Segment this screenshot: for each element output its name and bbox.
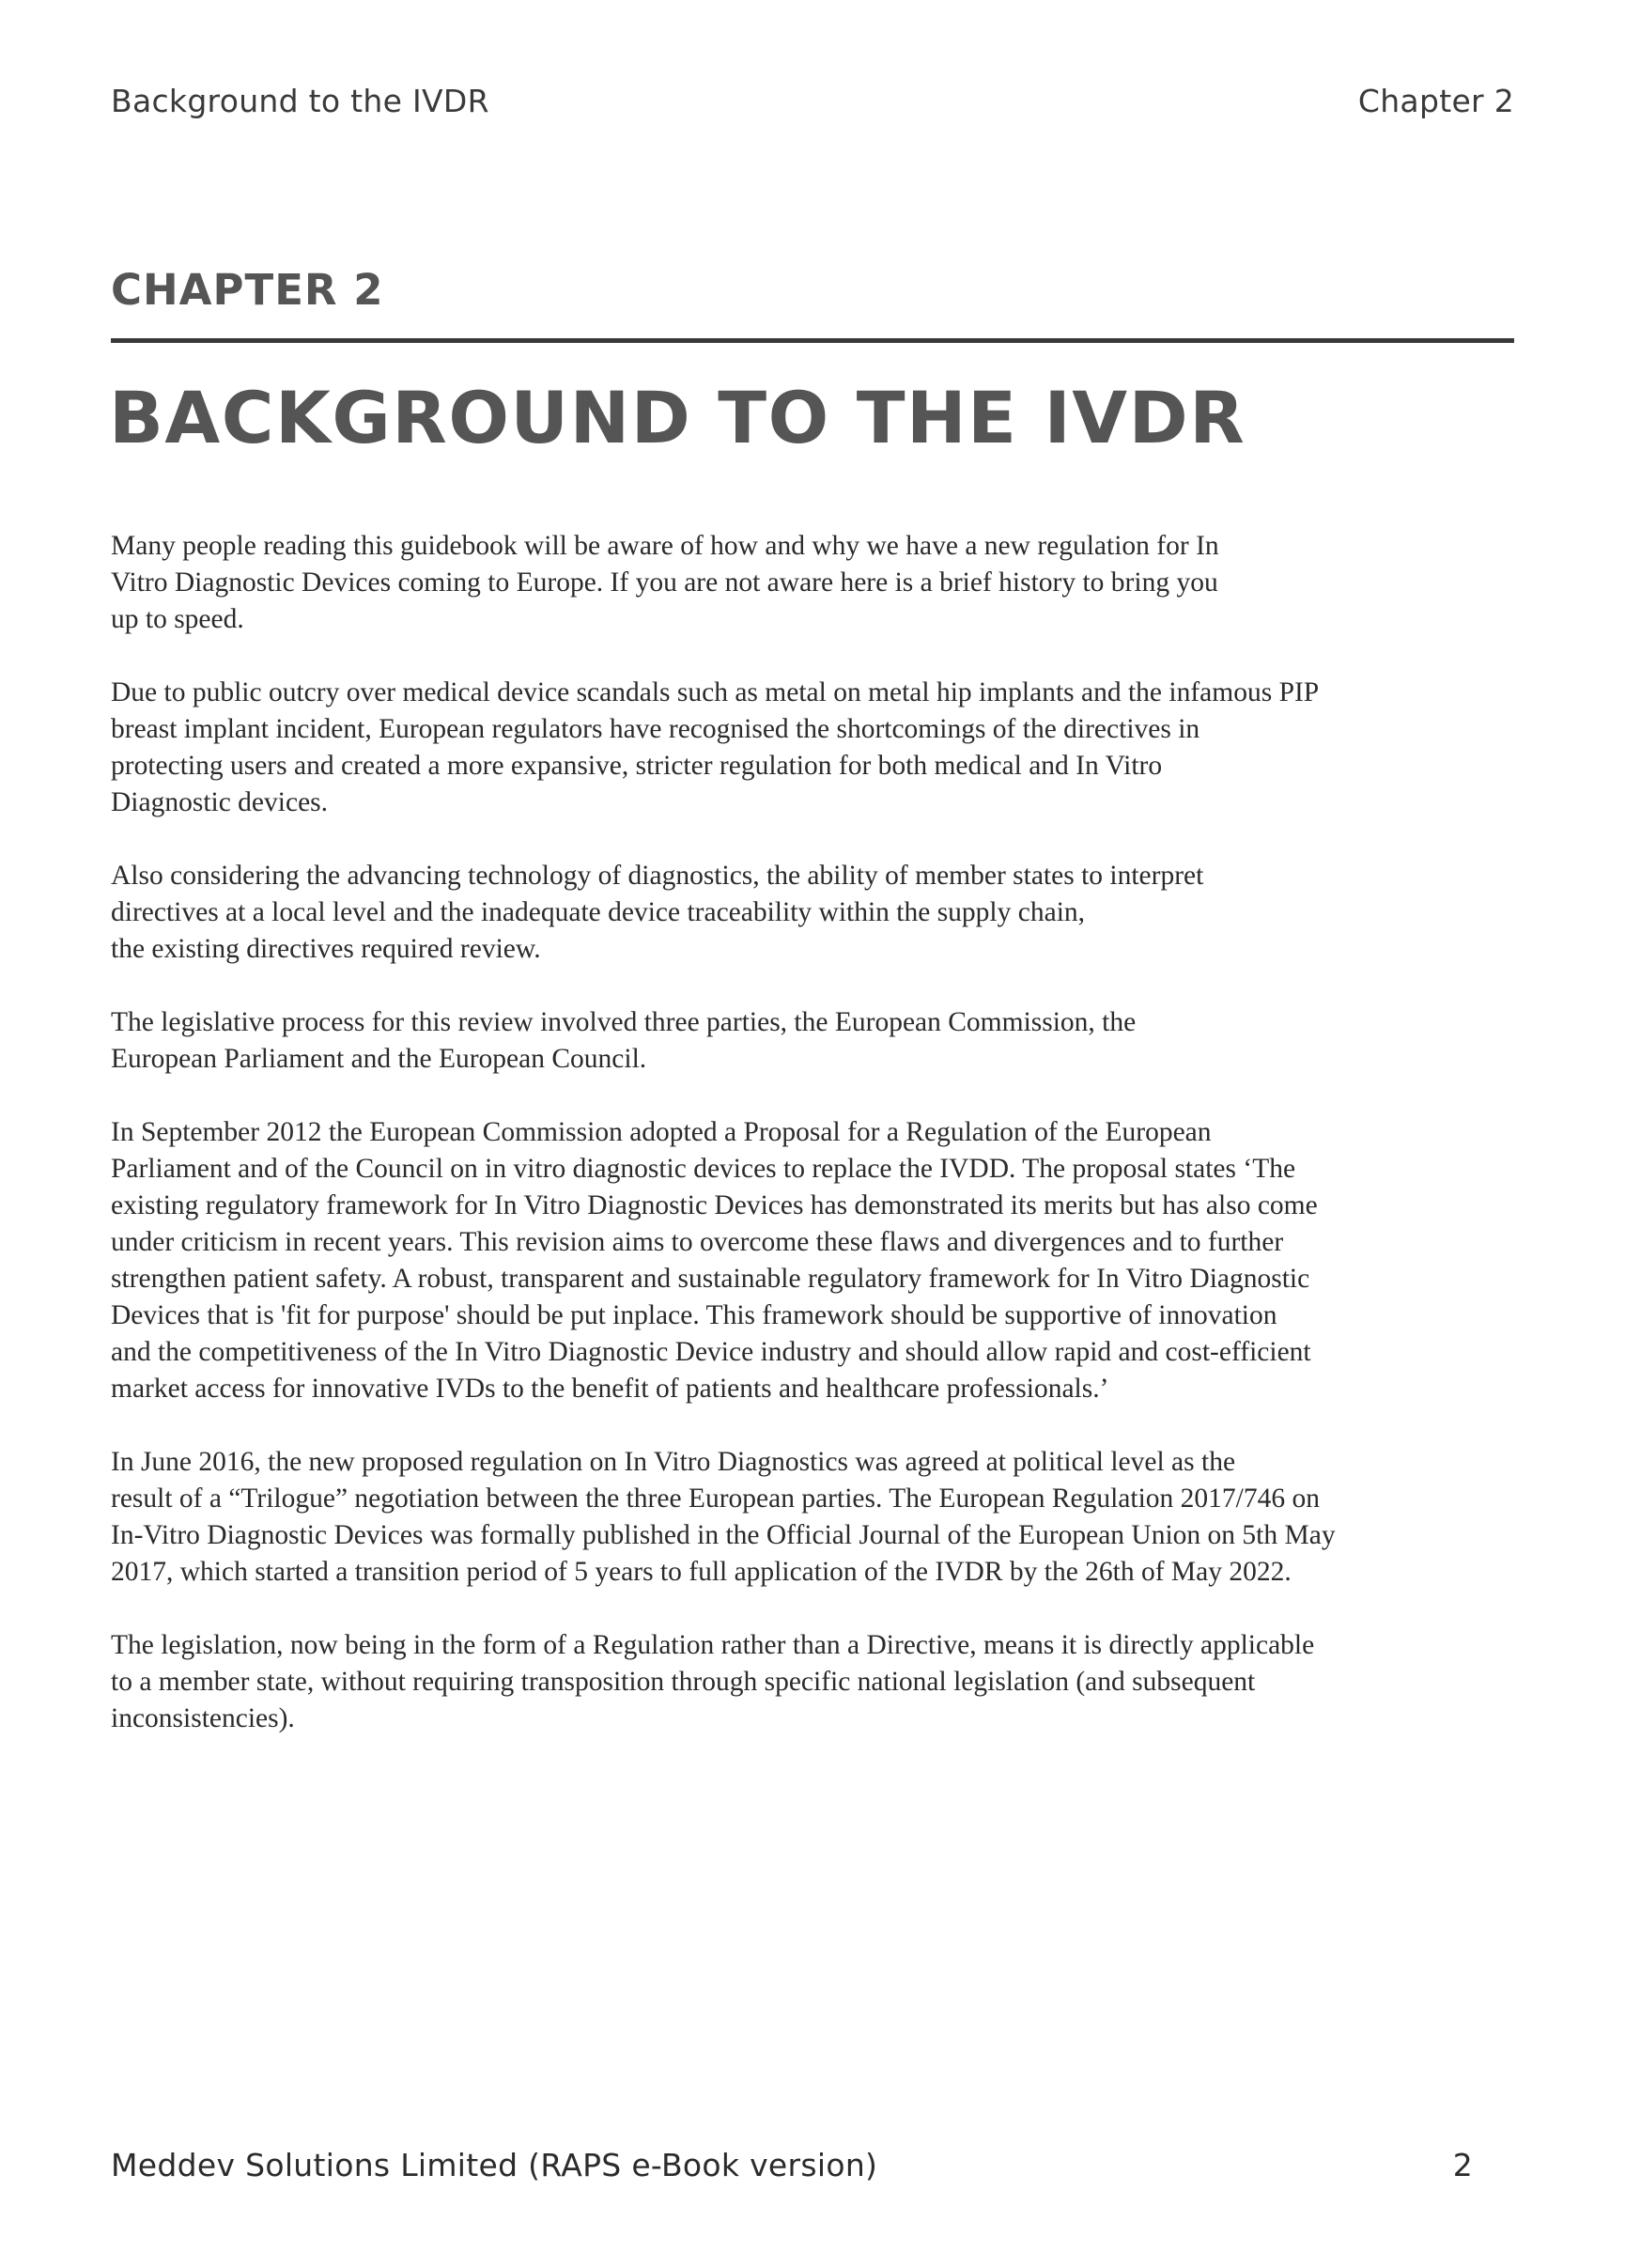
paragraph [111, 1444, 1520, 1591]
paragraph-line: Diagnostic devices. [111, 787, 329, 817]
paragraph-line: existing regulatory framework for In Vitro Diagnostic Devices has demonstrated its merits but has also come [111, 1190, 1318, 1220]
paragraph-line: breast implant incident, European regulators have recognised the shortcomings of the directives in [111, 714, 1200, 744]
paragraph-line: In June 2016, the new proposed regulation on In Vitro Diagnostics was agreed at political level as the [111, 1447, 1236, 1477]
paragraph [111, 1627, 1520, 1737]
paragraph-line: directives at a local level and the inadequate device traceability within the supply chain, [111, 897, 1086, 927]
paragraph-line: Vitro Diagnostic Devices coming to Europe. If you are not aware here is a brief history to bring you [111, 567, 1218, 598]
paragraph-line: In September 2012 the European Commission adopted a Proposal for a Regulation of the European [111, 1117, 1212, 1147]
running-header [111, 83, 1514, 119]
paragraph-line: market access for innovative IVDs to the benefit of patients and healthcare professionals.’ [111, 1374, 1109, 1404]
page-number: 2 [1452, 2147, 1473, 2183]
paragraph-line: Many people reading this guidebook will be aware of how and why we have a new regulation for In [111, 531, 1219, 561]
paragraph-line: Also considering the advancing technology of diagnostics, the ability of member states to interpret [111, 861, 1204, 891]
paragraph [111, 1114, 1520, 1407]
footer-publisher: Meddev Solutions Limited (RAPS e-Book version) [111, 2147, 878, 2183]
header-chapter-label: Chapter 2 [1357, 83, 1514, 119]
body-text [111, 528, 1520, 1774]
chapter-number: CHAPTER 2 [111, 265, 384, 315]
header-section-title: Background to the IVDR [111, 83, 489, 119]
paragraph [111, 528, 1520, 638]
paragraph-line: Due to public outcry over medical device scandals such as metal on metal hip implants and the infamous PIP [111, 677, 1320, 707]
paragraph-line: protecting users and created a more expansive, stricter regulation for both medical and In Vitro [111, 751, 1163, 781]
paragraph-line: under criticism in recent years. This revision aims to overcome these flaws and divergences and to further [111, 1227, 1284, 1257]
paragraph-line: Devices that is 'fit for purpose' should be put inplace. This framework should be supportive of innovation [111, 1300, 1277, 1330]
paragraph [111, 858, 1520, 968]
paragraph-line: inconsistencies). [111, 1703, 295, 1733]
paragraph-line: 2017, which started a transition period of 5 years to full application of the IVDR by the 26th of May 2022. [111, 1557, 1292, 1587]
paragraph-line: to a member state, without requiring transposition through specific national legislation (and subsequent [111, 1667, 1256, 1697]
paragraph-line: up to speed. [111, 604, 244, 634]
paragraph-line: the existing directives required review. [111, 934, 541, 964]
paragraph-line: The legislative process for this review involved three parties, the European Commission, the [111, 1007, 1137, 1037]
paragraph [111, 1004, 1520, 1078]
paragraph-line: and the competitiveness of the In Vitro Diagnostic Device industry and should allow rapid and cost-efficient [111, 1337, 1311, 1367]
paragraph [111, 675, 1520, 821]
page-title: BACKGROUND TO THE IVDR [109, 376, 1246, 459]
paragraph-line: In-Vitro Diagnostic Devices was formally published in the Official Journal of the European Union on 5th May [111, 1520, 1336, 1550]
paragraph-line: European Parliament and the European Council. [111, 1044, 647, 1074]
paragraph-line: strengthen patient safety. A robust, transparent and sustainable regulatory framework for In Vitro Diagnostic [111, 1264, 1310, 1294]
chapter-divider [111, 338, 1514, 343]
paragraph-line: The legislation, now being in the form of a Regulation rather than a Directive, means it is directly applicable [111, 1630, 1315, 1660]
running-footer [111, 2147, 1473, 2183]
paragraph-line: Parliament and of the Council on in vitro diagnostic devices to replace the IVDD. The proposal states ‘The [111, 1154, 1296, 1184]
paragraph-line: result of a “Trilogue” negotiation between the three European parties. The European Regulation 2017/746 on [111, 1484, 1320, 1514]
